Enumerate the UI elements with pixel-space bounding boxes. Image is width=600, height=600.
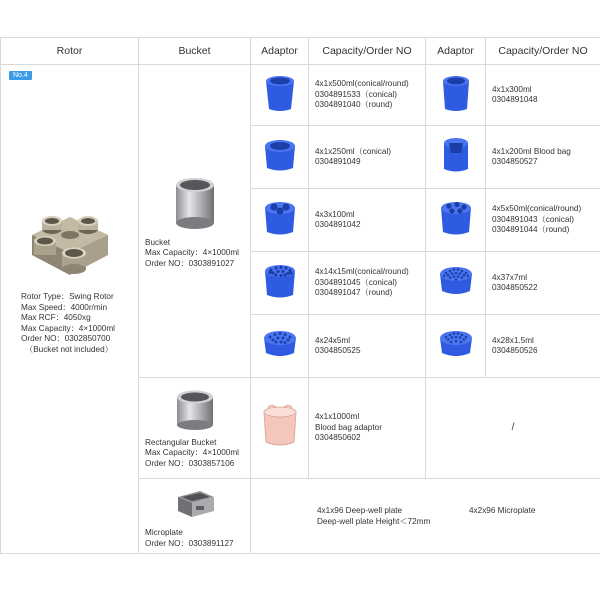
capacity-cell <box>486 126 600 189</box>
capacity-cell <box>309 378 426 479</box>
adaptor-image-cell <box>251 252 309 315</box>
adaptor-28x1.5ml-image <box>437 327 475 361</box>
adaptor-image-cell <box>426 252 486 315</box>
adaptor-image-cell <box>426 126 486 189</box>
adaptor-3x100ml-image <box>262 198 298 238</box>
adaptor-image-cell <box>251 126 309 189</box>
capacity-line: 4x1x500ml(conical/round) <box>315 79 409 89</box>
blood-bag-adaptor-image <box>258 402 302 450</box>
capacity-line: 4x24x5ml <box>315 335 351 345</box>
no-adaptor-cell: / <box>426 378 600 479</box>
rotor-cell <box>1 65 139 554</box>
rotor-max-speed: Max Speed：4000r/min <box>21 302 108 312</box>
order-no: 0304891048 <box>492 95 538 104</box>
bucket-cell <box>139 65 251 378</box>
capacity-cell <box>309 315 426 378</box>
rotor-max-capacity: Max Capacity：4×1000ml <box>21 323 115 333</box>
adaptor-row-1 <box>1 65 600 126</box>
rotor-badge: No.4 <box>9 71 32 80</box>
adaptor-image-cell <box>426 315 486 378</box>
header-row <box>1 38 600 65</box>
capacity-cell <box>486 252 600 315</box>
header-adaptor-2: Adaptor <box>426 38 486 65</box>
header-adaptor-1: Adaptor <box>251 38 309 65</box>
capacity-line: 4x37x7ml <box>492 272 528 282</box>
order-no: 0304850522 <box>492 283 538 292</box>
capacity-cell <box>486 65 600 126</box>
order-no: 0304891044（round) <box>492 225 570 235</box>
header-capacity-2: Capacity/Order NO <box>486 38 600 65</box>
capacity-cell <box>486 315 600 378</box>
capacity-cell <box>309 189 426 252</box>
order-no: 0304850602 <box>315 433 361 443</box>
order-no: 0304891045（conical) <box>315 277 397 287</box>
adaptor-image-cell <box>251 65 309 126</box>
microplate-cell <box>139 479 251 554</box>
rotor-order-no: Order NO：0302850700 <box>21 334 111 343</box>
adaptor-name: Blood bag adaptor <box>315 422 382 432</box>
swing-rotor-image <box>22 205 118 285</box>
header-bucket: Bucket <box>139 38 251 65</box>
adaptor-500ml-image <box>263 73 297 113</box>
rotor-spec-table <box>0 37 600 554</box>
rectangular-bucket-image <box>170 387 220 433</box>
capacity-cell <box>486 189 600 252</box>
order-no: 0304850526 <box>492 346 538 355</box>
capacity-cell <box>309 126 426 189</box>
adaptor-250ml-image <box>262 136 298 174</box>
capacity-line: 4x1x300ml <box>492 84 532 94</box>
rect-bucket-capacity: Max Capacity：4×1000ml <box>145 448 239 458</box>
capacity-line: 4x1x200ml Blood bag <box>492 146 571 156</box>
order-no: 0304891040（round) <box>315 100 393 110</box>
microplate-carrier-image <box>170 483 220 523</box>
order-no: 0304891043（conical) <box>492 214 574 224</box>
adaptor-5x50ml-image <box>438 198 474 238</box>
capacity-line: 4x1x1000ml <box>315 412 360 422</box>
capacity-line: 4x5x50ml(conical/round) <box>492 204 582 214</box>
rect-bucket-name: Rectangular Bucket <box>145 437 217 447</box>
adaptor-24x5ml-image <box>261 327 299 361</box>
adaptor-blood-bag-image <box>441 135 471 175</box>
adaptor-image-cell <box>426 189 486 252</box>
microplate-info-cell <box>251 479 600 554</box>
header-rotor: Rotor <box>1 38 139 65</box>
order-no: 0304850525 <box>315 346 361 355</box>
adaptor-image-cell <box>251 378 309 479</box>
deep-well-plate: 4x1x96 Deep-well plate <box>317 506 403 515</box>
capacity-line: 4x1x250ml（conical) <box>315 146 391 156</box>
order-no: 0304891049 <box>315 157 361 166</box>
microplate-2x96: 4x2x96 Microplate <box>469 506 536 515</box>
order-no: 0304891533（conical) <box>315 89 397 99</box>
rotor-max-rcf: Max RCF：4050xg <box>21 313 91 322</box>
deep-well-height: Deep-well plate Height＜72mm <box>317 516 431 526</box>
adaptor-300ml-image <box>439 73 473 113</box>
round-bucket-image <box>170 173 220 233</box>
adaptor-image-cell <box>251 315 309 378</box>
rect-bucket-cell <box>139 378 251 479</box>
adaptor-image-cell <box>426 65 486 126</box>
product-table-sheet <box>0 37 600 554</box>
bucket-name: Bucket <box>145 237 171 247</box>
microplate-order-no: Order NO：0303891127 <box>145 538 234 548</box>
microplate-name: Microplate <box>145 528 183 537</box>
rect-bucket-order-no: Order NO：0303857106 <box>145 458 235 468</box>
rotor-type: Rotor Type：Swing Rotor <box>21 292 114 301</box>
adaptor-14x15ml-image <box>262 261 298 301</box>
adaptor-image-cell <box>251 189 309 252</box>
order-no: 0304850527 <box>492 157 538 166</box>
order-no: 0304891047（round) <box>315 288 393 298</box>
capacity-cell <box>309 252 426 315</box>
capacity-line: 4x28x1.5ml <box>492 335 534 345</box>
capacity-cell <box>309 65 426 126</box>
capacity-line: 4x14x15ml(conical/round) <box>315 267 409 277</box>
rotor-note: （Bucket not included） <box>25 344 113 354</box>
bucket-capacity: Max Capacity：4×1000ml <box>145 248 239 258</box>
order-no: 0304891042 <box>315 220 361 229</box>
capacity-line: 4x3x100ml <box>315 209 355 219</box>
header-capacity-1: Capacity/Order NO <box>309 38 426 65</box>
bucket-order-no: Order NO：0303891027 <box>145 258 235 268</box>
adaptor-37x7ml-image <box>437 263 475 299</box>
